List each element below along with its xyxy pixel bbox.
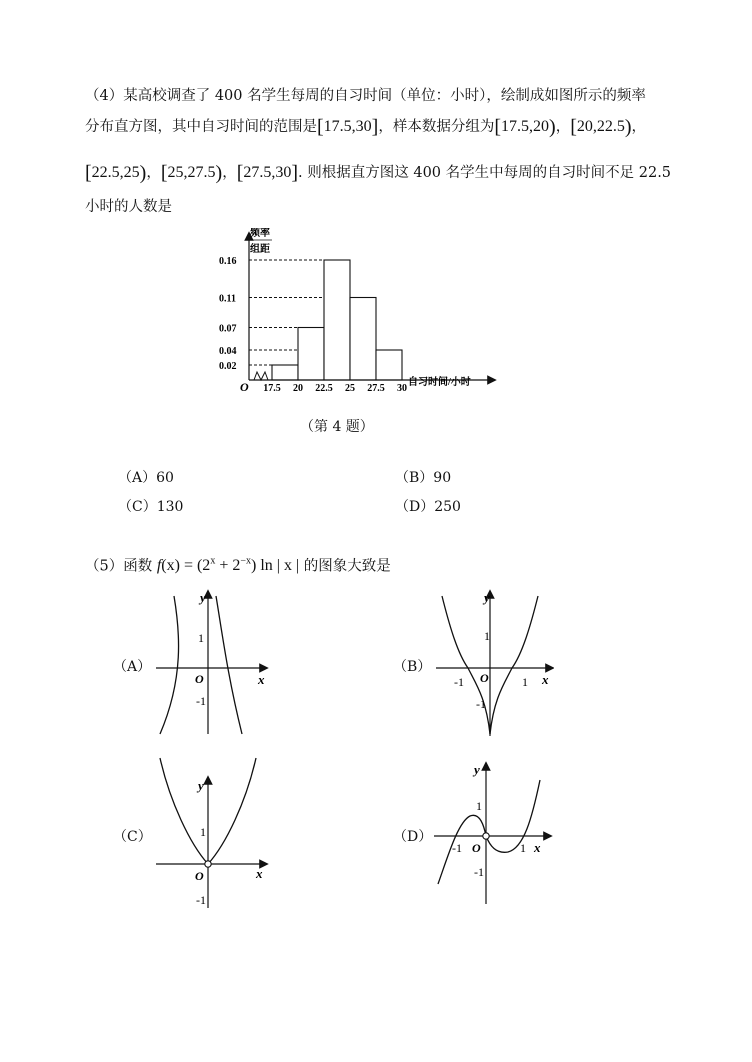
y-label: y — [198, 778, 204, 793]
option-b[interactable]: （B）90 — [395, 470, 452, 486]
curve-right — [490, 596, 538, 734]
curve-left — [442, 596, 490, 734]
q4-line2 — [85, 117, 646, 137]
y-tick-minus-1: -1 — [196, 893, 206, 907]
q5-stem — [85, 552, 391, 576]
q4-line3 — [85, 163, 671, 183]
curve-left — [160, 596, 179, 734]
group-3: [22.5,25) — [85, 162, 147, 184]
x-tick-1: 1 — [520, 841, 526, 855]
graph-c-label[interactable]: （C） — [113, 829, 152, 845]
q4-line4: 小时的人数是 — [85, 199, 172, 215]
x-label: x — [258, 672, 265, 687]
x-tick-label: 25 — [345, 383, 355, 394]
x-tick-label: 20 — [293, 383, 303, 394]
origin-label: O — [195, 672, 204, 686]
open-point-icon — [205, 861, 211, 867]
range-total: [17.5,30] — [317, 116, 379, 138]
histogram-bar — [376, 350, 402, 380]
option-d[interactable]: （D）250 — [395, 499, 461, 515]
xlabel: 自习时间/小时 — [408, 377, 471, 388]
histogram-bars — [272, 260, 402, 380]
x-tick-minus-1: -1 — [454, 675, 464, 689]
group-1: [17.5,20) — [494, 116, 556, 138]
origin-label: O — [472, 841, 481, 855]
y-label: y — [200, 590, 206, 605]
q4-text: . 则根据直方图这 400 名学生中每周的自习时间不足 22.5 — [298, 165, 672, 181]
y-tick-label: 0.02 — [219, 361, 237, 372]
histogram-bar — [350, 298, 376, 381]
y-tick-1: 1 — [484, 629, 490, 643]
x-tick-label: 27.5 — [367, 383, 385, 394]
option-c[interactable]: （C）130 — [118, 499, 184, 515]
y-label: y — [474, 762, 480, 777]
q5-prefix: （5）函数 — [85, 558, 153, 575]
y-tick-label: 0.04 — [219, 346, 237, 357]
y-tick-minus-1: -1 — [474, 865, 484, 879]
group-5: [27.5,30] — [236, 162, 299, 184]
function-formula: $f(x) = (2^x + 2^{-x})$ ln | x | — [156, 556, 300, 575]
axis-break-icon — [254, 372, 268, 380]
option-a[interactable]: （A）60 — [118, 470, 174, 486]
x-label: x — [542, 672, 549, 687]
graph-b-label[interactable]: （B） — [393, 659, 432, 675]
histogram-bar — [324, 260, 350, 380]
ylabel-bottom: 组距 — [250, 244, 270, 255]
group-2: [20,22.5) — [570, 116, 632, 138]
origin-label: O — [480, 671, 489, 685]
y-tick-minus-1: -1 — [196, 694, 206, 708]
x-tick-label: 17.5 — [263, 383, 281, 394]
x-tick-1: 1 — [522, 675, 528, 689]
q4-text: ， — [631, 119, 647, 135]
q4-text: ， — [222, 165, 237, 181]
group-4: [25,27.5) — [160, 162, 223, 184]
origin-label: O — [240, 380, 249, 394]
frequency-histogram — [210, 228, 500, 396]
y-label: y — [484, 590, 490, 605]
y-tick-1: 1 — [200, 825, 206, 839]
x-tick-label: 22.5 — [315, 383, 333, 394]
graph-c[interactable] — [150, 752, 270, 912]
y-tick-minus-1: -1 — [476, 697, 486, 711]
x-tick-minus-1: -1 — [452, 841, 462, 855]
figure-caption: （第 4 题） — [300, 419, 374, 435]
y-tick-label: 0.16 — [219, 256, 237, 267]
open-point-icon — [483, 833, 489, 839]
origin-label: O — [195, 869, 204, 883]
graph-a[interactable] — [150, 588, 270, 736]
graph-d[interactable] — [428, 760, 554, 908]
x-label: x — [256, 866, 263, 881]
x-label: x — [534, 840, 541, 855]
y-tick-label: 0.11 — [219, 293, 236, 305]
y-tick-1: 1 — [198, 631, 204, 645]
histogram-bar — [298, 328, 324, 381]
graph-a-label[interactable]: （A） — [113, 659, 152, 675]
x-tick-label: 30 — [397, 383, 407, 394]
ylabel-top: 频率 — [250, 228, 270, 239]
q5-suffix: 的图象大致是 — [303, 558, 391, 575]
y-tick-1: 1 — [476, 799, 482, 813]
q4-text: ， — [146, 165, 161, 181]
q4-line1: （4）某高校调查了 400 名学生每周的自习时间（单位：小时），绘制成如图所示的频率 — [85, 88, 646, 104]
q4-text: ，样本数据分组为 — [378, 119, 495, 135]
graph-d-label[interactable]: （D） — [393, 829, 433, 845]
histogram-bar — [272, 365, 298, 380]
curve-right — [216, 596, 242, 734]
y-tick-label: 0.07 — [219, 323, 237, 335]
graph-b[interactable] — [428, 588, 554, 738]
curve — [438, 780, 540, 884]
q4-text: ， — [555, 119, 571, 135]
q4-text: 分布直方图，其中自习时间的范围是 — [85, 119, 317, 135]
